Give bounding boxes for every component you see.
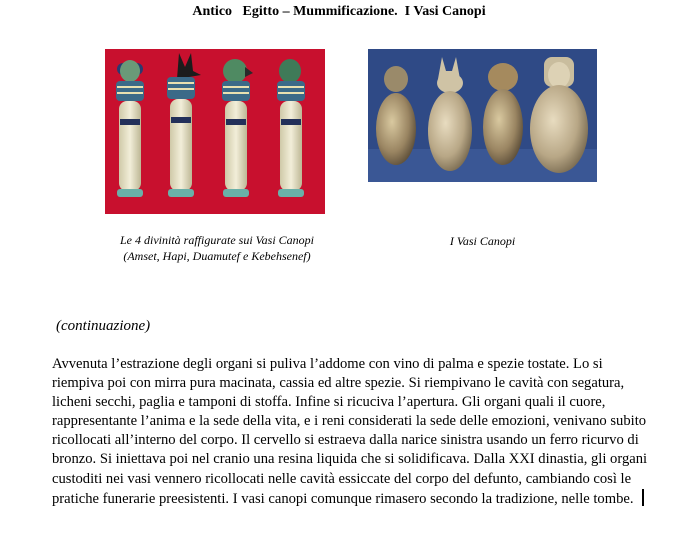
document-title: Antico Egitto – Mummificazione. I Vasi Canopi xyxy=(192,4,486,19)
canopic-jars-image xyxy=(368,49,597,182)
body-paragraph xyxy=(52,355,652,509)
body-text: Avvenuta l’estrazione degli organi si puliva l’addome con vino di palma e spezie tostate. Lo si riempiva poi con mirra pura macinata, cassia ed altre spezie. Si riempivano le cavità con segatura, licheni secchi, paglia e tamponi di stoffa. Infine si ricuciva l’apertura. Gli organi quali il cuore, rappresentante l’anima e la sede della vita, e i reni considerati la sede delle emozioni, venivano subito ricollocati all’interno del corpo. Il cervello si estraeva dalla narice sinistra usando un ferro ricurvo di bronzo. Si iniettava poi nel cranio una resina liquida che si solidificava. Dalla XXI dinastia, gli organi custoditi nei vasi vennero ricollocati nelle cavità essiccate del corpo del defunto, cambiando così le pratiche funerarie preesistenti. I vasi canopi comunque rimasero secondo la tradizione, nelle tombe. xyxy=(52,356,648,507)
figure-caption-jars: I Vasi Canopi xyxy=(449,234,516,248)
continuation-label: (continuazione) xyxy=(56,318,151,334)
four-deities-image xyxy=(105,49,325,214)
canopic-jar-baboon xyxy=(483,63,523,165)
figure-caption-deities: Le 4 divinità raffigurate sui Vasi Canopi (Amset, Hapi, Duamutef e Kebehsenef) xyxy=(119,233,314,263)
text-cursor xyxy=(642,489,644,506)
